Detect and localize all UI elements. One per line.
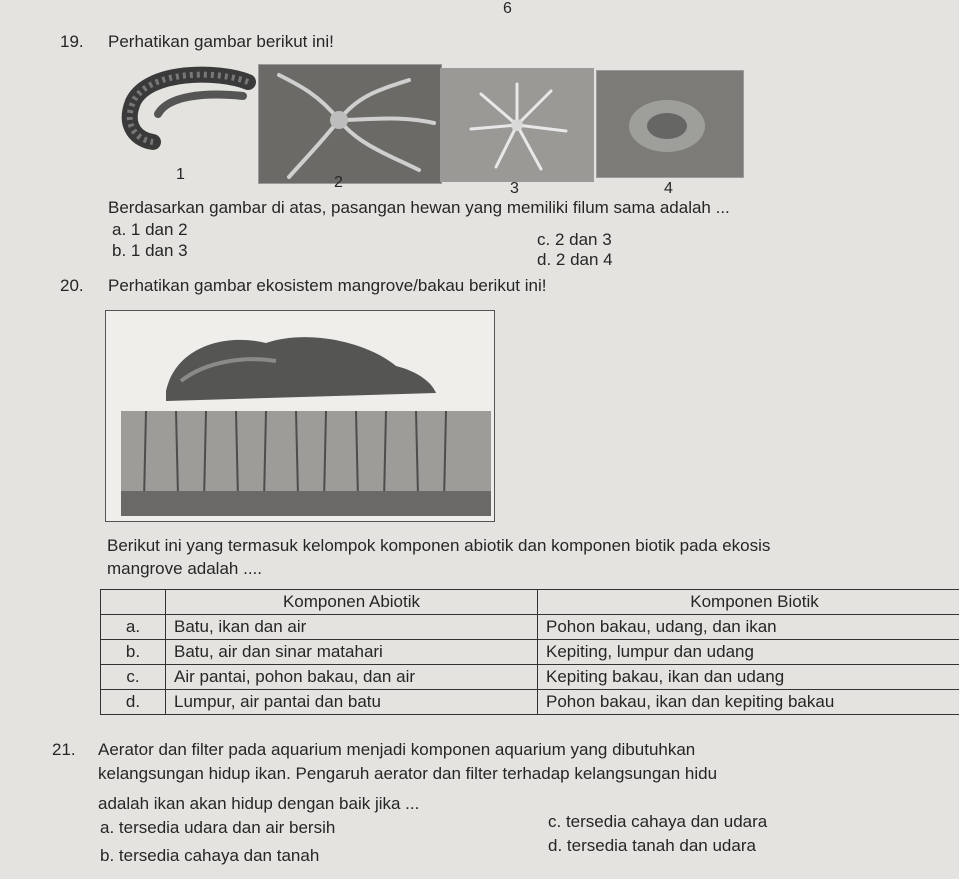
q21-number: 21. (52, 740, 76, 759)
table-row (101, 665, 959, 690)
image-label-1: 1 (176, 166, 185, 183)
q21-line3: adalah ikan akan hidup dengan baik jika ... (98, 794, 420, 813)
image-label-4: 4 (664, 180, 673, 197)
q19-option-a: a. 1 dan 2 (112, 220, 188, 239)
q19-prompt: Perhatikan gambar berikut ini! (108, 32, 334, 51)
q21-option-b: b. tersedia cahaya dan tanah (100, 846, 320, 865)
row-option: c. (101, 665, 166, 690)
q19-option-b: b. 1 dan 3 (112, 241, 188, 260)
table-row (101, 640, 959, 665)
table-row (101, 690, 959, 715)
row-biotic: Kepiting bakau, ikan dan udang (538, 665, 959, 690)
q20-prompt: Perhatikan gambar ekosistem mangrove/bakau berikut ini! (108, 276, 547, 295)
header-abiotic: Komponen Abiotik (166, 590, 538, 615)
q19-number: 19. (60, 32, 84, 51)
header-option (101, 590, 166, 615)
row-abiotic: Batu, ikan dan air (166, 615, 538, 640)
brittle-star-image (258, 64, 442, 184)
q21-line1: Aerator dan filter pada aquarium menjadi komponen aquarium yang dibutuhkan (98, 740, 696, 759)
row-abiotic: Batu, air dan sinar matahari (166, 640, 538, 665)
image-label-2: 2 (334, 174, 343, 191)
q20-question-line2: mangrove adalah .... (107, 559, 262, 578)
table-header-row (101, 590, 959, 615)
sea-urchin-image (596, 70, 744, 178)
q20-number: 20. (60, 276, 84, 295)
q19-option-c: c. 2 dan 3 (537, 230, 612, 249)
q19-option-d: d. 2 dan 4 (537, 250, 613, 269)
row-biotic: Kepiting, lumpur dan udang (538, 640, 959, 665)
mangrove-image (105, 310, 495, 522)
starfish-image (440, 68, 594, 182)
row-option: d. (101, 690, 166, 715)
page-number: 6 (503, 0, 512, 17)
centipede-image (108, 62, 258, 162)
image-label-3: 3 (510, 180, 519, 197)
table-row (101, 615, 959, 640)
header-biotic: Komponen Biotik (538, 590, 959, 615)
row-abiotic: Air pantai, pohon bakau, dan air (166, 665, 538, 690)
q20-question-line1: Berikut ini yang termasuk kelompok komponen abiotik dan komponen biotik pada ekosis (107, 536, 771, 555)
q19-question: Berdasarkan gambar di atas, pasangan hewan yang memiliki filum sama adalah ... (108, 198, 730, 217)
row-abiotic: Lumpur, air pantai dan batu (166, 690, 538, 715)
row-option: a. (101, 615, 166, 640)
row-option: b. (101, 640, 166, 665)
row-biotic: Pohon bakau, ikan dan kepiting bakau (538, 690, 959, 715)
row-biotic: Pohon bakau, udang, dan ikan (538, 615, 959, 640)
q21-option-d: d. tersedia tanah dan udara (548, 836, 756, 855)
q21-line2: kelangsungan hidup ikan. Pengaruh aerator dan filter terhadap kelangsungan hidu (98, 764, 718, 783)
components-table (100, 589, 959, 715)
q21-option-c: c. tersedia cahaya dan udara (548, 812, 768, 831)
q21-option-a: a. tersedia udara dan air bersih (100, 818, 336, 837)
